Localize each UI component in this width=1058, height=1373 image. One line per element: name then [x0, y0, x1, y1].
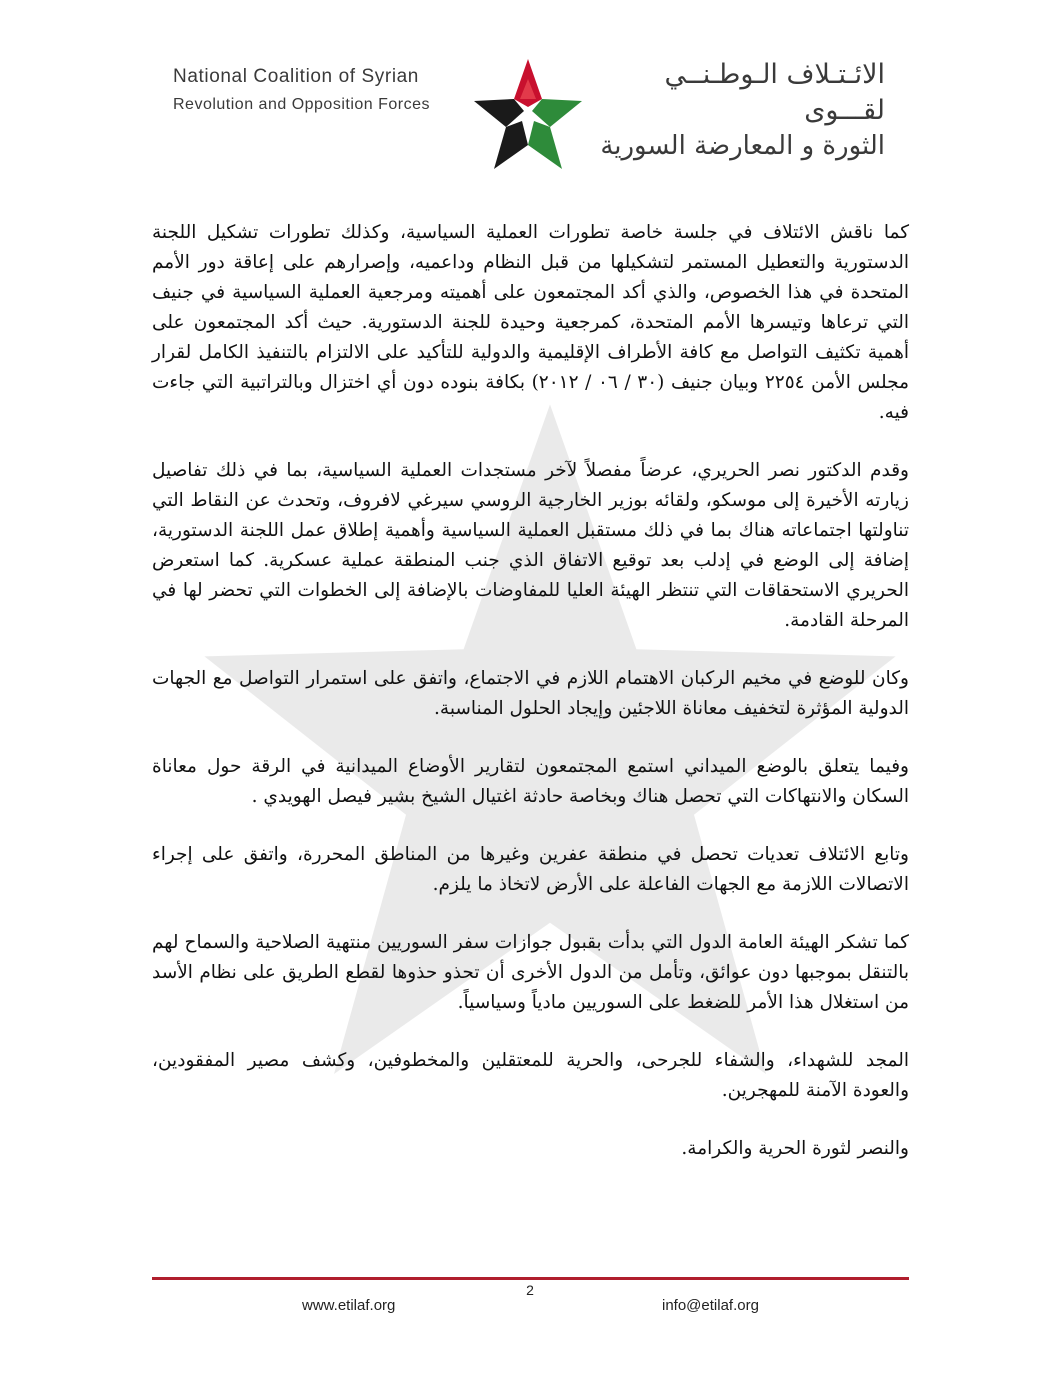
body-text: [152, 218, 909, 1164]
star-logo-icon: [472, 55, 584, 173]
paragraph: المجد للشهداء، والشفاء للجرحى، والحرية للمعتقلين والمخطوفين، وكشف مصير المفقودين، والعودة الآمنة للمهجرين.: [152, 1050, 909, 1101]
paragraph: وتابع الائتلاف تعديات تحصل في منطقة عفرين وغيرها من المناطق المحررة، واتفق على إجراء الاتصالات اللازمة مع الجهات الفاعلة على الأرض لاتخاذ ما يلزم.: [152, 844, 909, 895]
footer-email-link[interactable]: info@etilaf.org: [662, 1297, 759, 1314]
paragraph: وقدم الدكتور نصر الحريري، عرضاً مفصلاً لآخر مستجدات العملية السياسية، بما في ذلك تفاصيل زيارته الأخيرة إلى موسكو، ولقائه بوزير الخارجية الروسي سيرغي لافروف، وتحدث عن النقاط التي تناولتها اجتماعاته هناك بما في ذلك مستقبل العملية السياسية وأهمية إطلاق عمل اللجنة الدستورية، إضافة إلى الوضع في إدلب بعد توقيع الاتفاق الذي جنب المنطقة عملية عسكرية. كما استعرض الحريري الاستحقاقات التي تنتظر الهيئة العليا للمفاوضات بالإضافة إلى الخطوات التي تحضر لها في المرحلة القادمة.: [152, 460, 909, 631]
org-name-arabic: [590, 57, 885, 163]
footer-website-link[interactable]: www.etilaf.org: [302, 1297, 396, 1314]
paragraph: كما تشكر الهيئة العامة الدول التي بدأت بقبول جوازات سفر السوريين منتهية الصلاحية والسماح لهم بالتنقل بموجبها دون عوائق، وتأمل من الدول الأخرى أن تحذو حذوها لقطع الطريق على نظام الأسد من استغلال هذا الأمر للضغط على السوريين مادياً وسياسياً.: [152, 932, 909, 1013]
org-name-ar-line1: الائـتـلاف الـوطـنــي لقـــوى: [664, 59, 885, 126]
org-name-en-line1: National Coalition of Syrian: [173, 66, 419, 87]
org-name-ar-line2: الثورة و المعارضة السورية: [600, 131, 885, 161]
footer-divider: [152, 1277, 909, 1280]
page-number: 2: [526, 1282, 534, 1298]
paragraph: وفيما يتعلق بالوضع الميداني استمع المجتمعون لتقارير الأوضاع الميدانية في الرقة حول معاناة السكان والانتهاكات التي تحصل هناك وبخاصة حادثة اغتيال الشيخ بشير فيصل الهويدي .: [152, 756, 909, 807]
paragraph: كما ناقش الائتلاف في جلسة خاصة تطورات العملية السياسية، وكذلك تطورات تشكيل اللجنة الدستورية والتعطيل المستمر لتشكيلها من قبل النظام وداعميه، وإصرارهم على إعاقة دور الأمم المتحدة في هذا الخصوص، والذي أكد المجتمعون على أهميته ومرجعية العملية السياسية في جنيف التي ترعاها وتيسرها الأمم المتحدة، كمرجعية وحيدة للجنة الدستورية. حيث أكد المجتمعون على أهمية تكثيف التواصل مع كافة الأطراف الإقليمية والدولية للتأكيد على الالتزام بالتنفيذ الكامل لقرار مجلس الأمن ٢٢٥٤ وبيان جنيف (٣٠ / ٠٦ / ٢٠١٢) بكافة بنوده دون أي اختزال وبالتراتبية التي جاءت فيه.: [152, 222, 910, 423]
paragraph: والنصر لثورة الحرية والكرامة.: [681, 1138, 909, 1159]
org-name-en-line2: Revolution and Opposition Forces: [173, 96, 431, 113]
org-name-english: [173, 62, 473, 118]
paragraph: وكان للوضع في مخيم الركبان الاهتمام اللازم في الاجتماع، واتفق على استمرار التواصل مع الجهات الدولية المؤثرة لتخفيف معاناة اللاجئين وإيجاد الحلول المناسبة.: [152, 668, 909, 719]
